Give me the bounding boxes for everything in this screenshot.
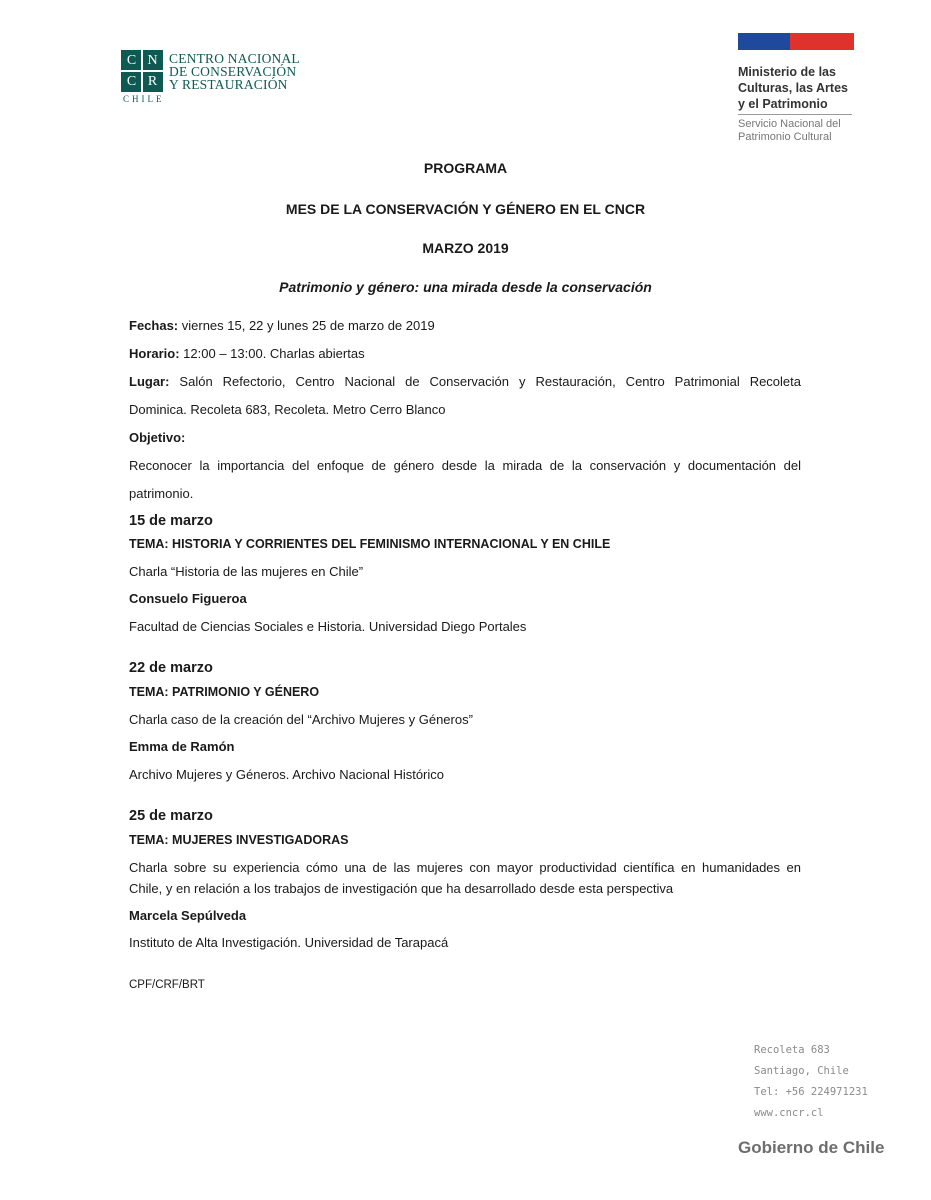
session-talk: Charla caso de la creación del “Archivo Mujeres y Géneros” xyxy=(129,712,473,727)
horario-value: 12:00 – 13:00. Charlas abiertas xyxy=(179,346,365,361)
session-speaker: Consuelo Figueroa xyxy=(129,591,247,606)
ministry-line: y el Patrimonio xyxy=(738,97,828,111)
ministry-line: Culturas, las Artes xyxy=(738,81,848,95)
logo-text-line: Y RESTAURACIÓN xyxy=(169,77,288,92)
ministry-divider xyxy=(738,114,852,115)
lugar-line-2: Dominica. Recoleta 683, Recoleta. Metro Cerro Blanco xyxy=(129,402,446,417)
session-affiliation: Facultad de Ciencias Sociales e Historia. Universidad Diego Portales xyxy=(129,619,527,634)
session-speaker: Emma de Ramón xyxy=(129,739,235,754)
session-speaker: Marcela Sepúlveda xyxy=(129,908,247,923)
program-month: MARZO 2019 xyxy=(422,240,509,256)
session-affiliation: Archivo Mujeres y Géneros. Archivo Nacional Histórico xyxy=(129,767,445,782)
program-heading: PROGRAMA xyxy=(423,160,508,176)
session-topic: TEMA: MUJERES INVESTIGADORAS xyxy=(129,833,349,847)
objetivo-label: Objetivo: xyxy=(129,430,186,445)
logo-letter: N xyxy=(147,53,158,68)
logo-country: CHILE xyxy=(123,94,165,104)
session-date: 25 de marzo xyxy=(129,808,213,824)
lugar-line xyxy=(129,374,801,390)
service-line: Patrimonio Cultural xyxy=(738,131,832,143)
footer-address: Recoleta 683 xyxy=(754,1044,830,1056)
logo-letter: C xyxy=(126,74,137,89)
session-date: 15 de marzo xyxy=(129,513,213,529)
lugar-label: Lugar: xyxy=(129,374,170,389)
logo-letter: R xyxy=(147,74,158,89)
footer-phone: Tel: +56 224971231 xyxy=(754,1086,868,1098)
horario-line xyxy=(129,346,365,362)
horario-label: Horario: xyxy=(129,346,180,361)
session-date: 22 de marzo xyxy=(129,660,213,676)
reference-initials: CPF/CRF/BRT xyxy=(129,979,205,991)
footer-city: Santiago, Chile xyxy=(754,1065,849,1077)
logo-divider xyxy=(141,50,143,92)
lugar-value: Salón Refectorio, Centro Nacional de Conservación y Restauración, Centro Patrimonial Recoleta xyxy=(169,374,801,389)
fechas-label: Fechas: xyxy=(129,318,179,333)
session-talk: Charla “Historia de las mujeres en Chile” xyxy=(129,564,364,579)
ministry-line: Ministerio de las xyxy=(738,65,836,79)
flag-stripe-blue xyxy=(738,33,790,50)
session-talk: Charla sobre su experiencia cómo una de las mujeres con mayor productividad científica en humanidades en xyxy=(129,860,801,875)
fechas-line xyxy=(129,318,435,334)
session-affiliation: Instituto de Alta Investigación. Universidad de Tarapacá xyxy=(129,935,449,950)
fechas-value: viernes 15, 22 y lunes 25 de marzo de 2019 xyxy=(178,318,435,333)
government-label: Gobierno de Chile xyxy=(738,1138,885,1157)
session-topic: TEMA: PATRIMONIO Y GÉNERO xyxy=(129,685,320,699)
objetivo-text: Reconocer la importancia del enfoque de género desde la mirada de la conservación y documentación del xyxy=(129,458,801,473)
logo-letter: C xyxy=(126,53,137,68)
service-line: Servicio Nacional del xyxy=(738,118,841,130)
objetivo-text-2: patrimonio. xyxy=(129,486,194,501)
ministry-service xyxy=(738,118,841,144)
session-talk-2: Chile, y en relación a los trabajos de investigación que ha desarrollado desde esta perspectiva xyxy=(129,881,674,896)
program-title: MES DE LA CONSERVACIÓN Y GÉNERO EN EL CNCR xyxy=(285,201,646,217)
ministry-name xyxy=(738,64,848,112)
logo-institution-name xyxy=(169,52,300,91)
session-topic: TEMA: HISTORIA Y CORRIENTES DEL FEMINISMO INTERNACIONAL Y EN CHILE xyxy=(129,537,611,551)
logo-text-line: CENTRO NACIONAL xyxy=(169,51,300,66)
footer-website: www.cncr.cl xyxy=(754,1107,824,1119)
program-subtitle: Patrimonio y género: una mirada desde la conservación xyxy=(279,279,652,295)
flag-stripe-red xyxy=(790,33,854,50)
cncr-logo-mark xyxy=(121,50,163,92)
logo-text-line: DE CONSERVACIÓN xyxy=(169,64,297,79)
